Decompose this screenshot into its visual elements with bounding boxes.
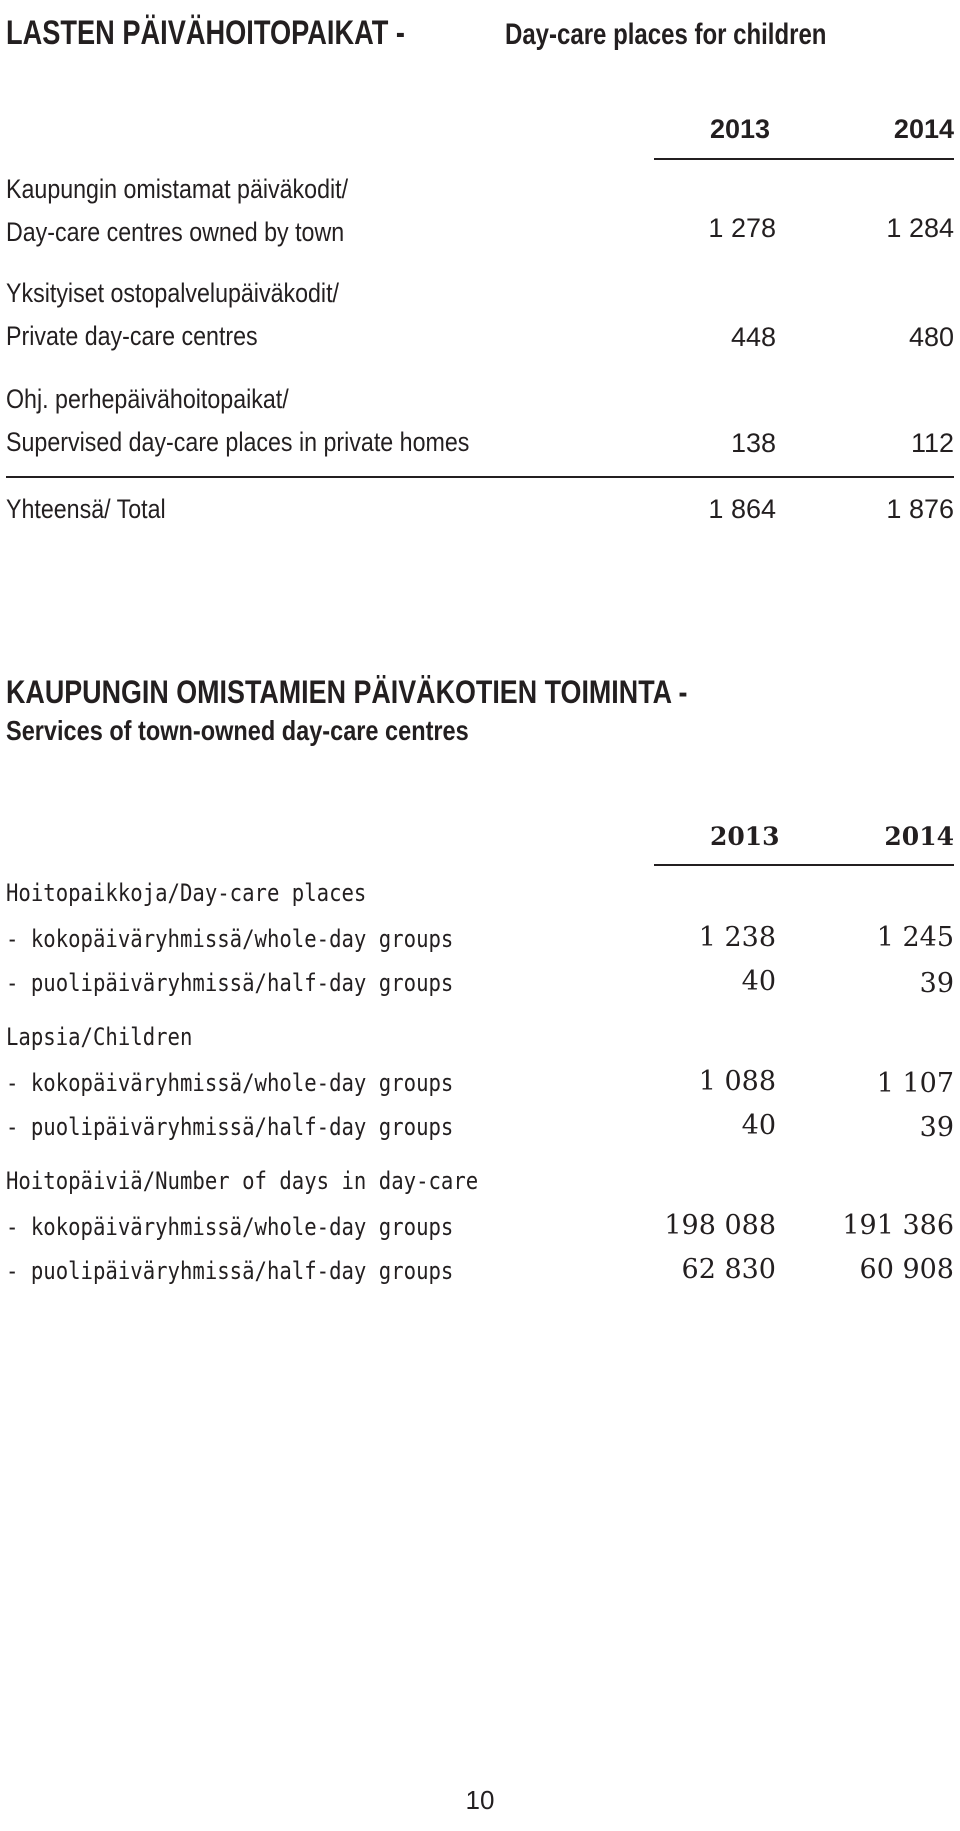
page-number: 10	[465, 1785, 495, 1815]
value-2014: 39	[919, 968, 954, 999]
value-2013: 40	[741, 966, 776, 997]
row-label-fi: Yksityiset ostopalvelupäiväkodit/	[6, 278, 339, 308]
value-2013: 62 830	[681, 1254, 776, 1285]
row-label-en: Supervised day-care places in private homes	[6, 427, 470, 457]
row-label-en: Day-care centres owned by town	[6, 217, 345, 247]
row-label-fi: Ohj. perhepäivähoitopaikat/	[6, 384, 289, 414]
section1-title-fi: LASTEN PÄIVÄHOITOPAIKAT -	[6, 14, 405, 52]
year-2014-header: 2014	[884, 822, 954, 851]
table-row	[6, 168, 954, 260]
services-table-header	[654, 820, 954, 866]
places-table-header	[654, 112, 954, 160]
group-heading-label: Hoitopaikkoja/Day-care places	[6, 879, 367, 907]
section2-title-fi: KAUPUNGIN OMISTAMIEN PÄIVÄKOTIEN TOIMINTA -	[6, 674, 688, 710]
value-2013: 1 278	[708, 213, 776, 243]
value-2013: 198 088	[664, 1210, 776, 1241]
row-label-en: Private day-care centres	[6, 321, 258, 351]
value-2014: 39	[919, 1112, 954, 1143]
table-row	[6, 378, 954, 478]
value-2013: 138	[730, 428, 776, 458]
table-row	[6, 1104, 954, 1152]
row-label-fi: Kaupungin omistamat päiväkodit/	[6, 174, 349, 204]
table-row	[6, 1204, 954, 1248]
group-heading	[6, 1158, 954, 1204]
value-2014: 191 386	[842, 1210, 954, 1241]
value-2014: 112	[910, 428, 954, 458]
section1-title-en: Day-care places for children	[504, 18, 827, 51]
value-2014: 60 908	[859, 1254, 954, 1285]
group-heading-label: Hoitopäiviä/Number of days in day-care	[6, 1167, 479, 1195]
total-2013: 1 864	[708, 494, 776, 524]
table-row	[6, 1248, 954, 1294]
row-label: - puolipäiväryhmissä/half-day groups	[6, 1113, 454, 1141]
value-2014: 480	[908, 322, 954, 352]
group-heading	[6, 1014, 954, 1060]
year-2014-header: 2014	[893, 114, 954, 144]
value-2013: 40	[741, 1110, 776, 1141]
table-row	[6, 272, 954, 368]
section2-title-en: Services of town-owned day-care centres	[6, 715, 469, 746]
value-2014: 1 107	[876, 1068, 954, 1099]
table-row	[6, 960, 954, 1008]
year-2013-header: 2013	[710, 114, 771, 144]
row-label: - puolipäiväryhmissä/half-day groups	[6, 969, 454, 997]
year-2013-header: 2013	[710, 822, 780, 851]
total-row	[6, 488, 954, 538]
places-table	[6, 112, 954, 538]
total-2014: 1 876	[886, 494, 954, 524]
value-2013: 1 088	[698, 1066, 776, 1097]
row-label: - kokopäiväryhmissä/whole-day groups	[6, 1069, 454, 1097]
row-label: - puolipäiväryhmissä/half-day groups	[6, 1257, 454, 1285]
table-row	[6, 1060, 954, 1104]
section2-title	[6, 672, 817, 750]
row-label: - kokopäiväryhmissä/whole-day groups	[6, 925, 454, 953]
value-2014: 1 245	[876, 922, 954, 953]
section1-title	[6, 14, 907, 53]
row-label: - kokopäiväryhmissä/whole-day groups	[6, 1213, 454, 1241]
table-row	[6, 916, 954, 960]
value-2013: 1 238	[698, 922, 776, 953]
group-heading	[6, 870, 954, 916]
total-label: Yhteensä/ Total	[6, 494, 166, 524]
value-2014: 1 284	[886, 213, 954, 243]
services-table	[6, 820, 954, 1294]
value-2013: 448	[730, 322, 776, 352]
group-heading-label: Lapsia/Children	[6, 1023, 193, 1051]
